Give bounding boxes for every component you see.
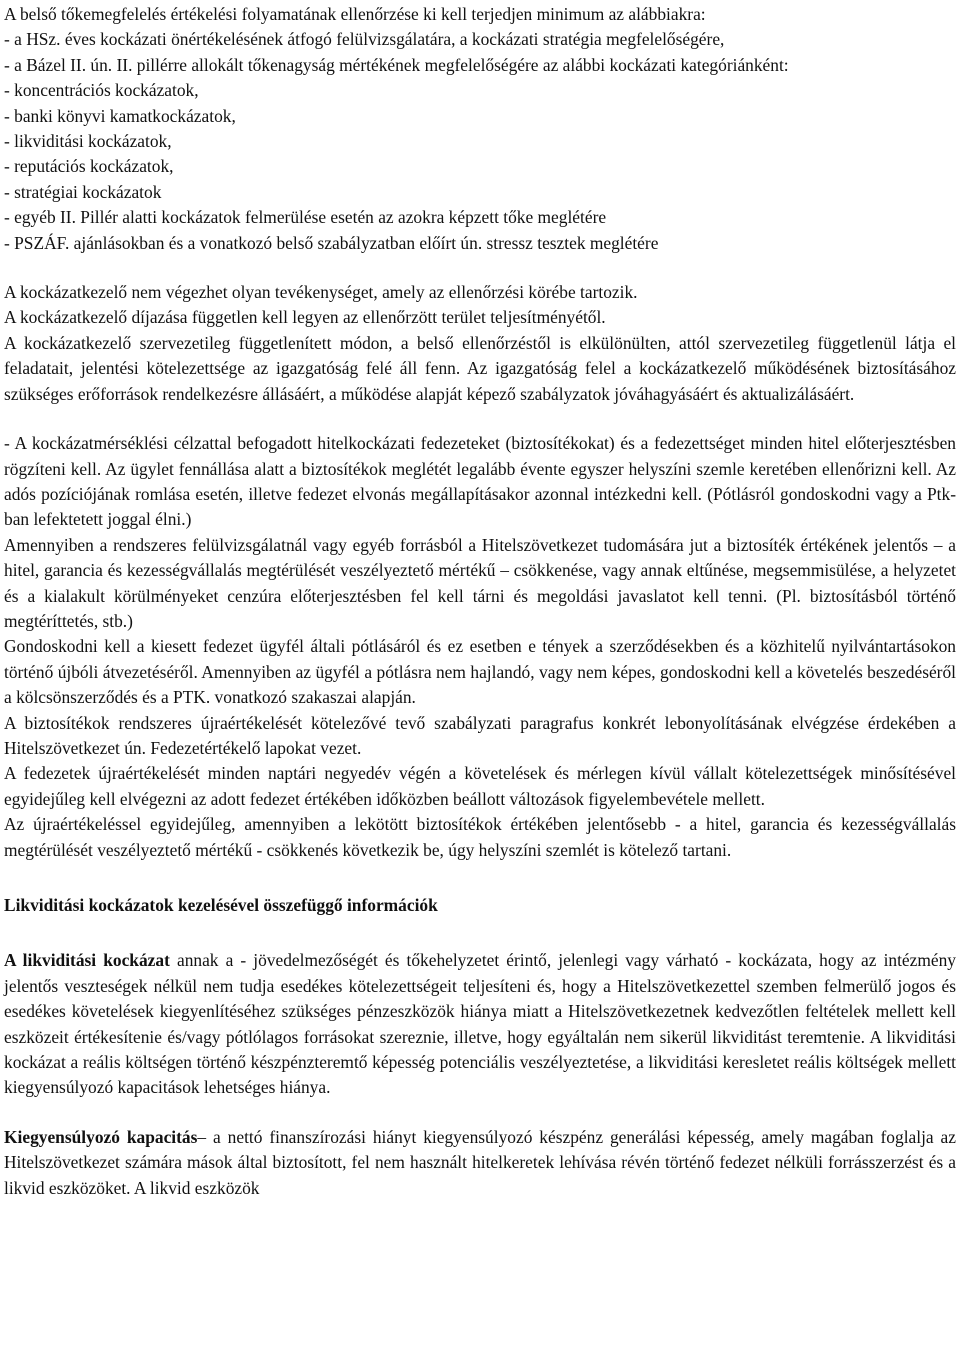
- spacer: [4, 918, 956, 948]
- intro-item: - PSZÁF. ajánlásokban és a vonatkozó belső szabályzatban előírt ún. stressz tesztek meglétére: [4, 232, 659, 253]
- collateral-paragraph: - A kockázatmérséklési célzattal befogadott hitelkockázati fedezeteket (biztosítékokat) és a fedezettséget minden hitel előterjesztésben rögzíteni kell. Az ügylet fennállása alatt a biztosítékok meglétét legalább évente egyszer helyszíni szemle keretében ellenőrizni kell. Az adós pozíciójának romlása esetén, illetve fedezet elvonás megállapításakor azonnal intézkedni kell. (Pótlásról gondoskodni vagy a Ptk-ban lefektetett joggal élni.): [4, 433, 956, 530]
- liquidity-risk-term: A likviditási kockázat: [4, 950, 170, 971]
- spacer: [4, 863, 956, 893]
- balancing-capacity-paragraph: [4, 1125, 956, 1201]
- liquidity-risk-paragraph: [4, 948, 956, 1100]
- spacer: [4, 256, 956, 280]
- section-heading: Likviditási kockázatok kezelésével összefüggő információk: [4, 895, 438, 915]
- intro-lead: A belső tőkemegfelelés értékelési folyamatának ellenőrzése ki kell terjedjen minimum az alábbiakra:: [4, 4, 706, 24]
- intro-list: [4, 27, 956, 256]
- spacer: [4, 1101, 956, 1125]
- collateral-paragraph: A biztosítékok rendszeres újraértékelését kötelezővé tevő szabályzati paragrafus konkrét lebonyolításának elvégzése érdekében a Hitelszövetkezet ún. Fedezetértékelő lapokat vezet.: [4, 712, 956, 758]
- intro-item: - banki könyvi kamatkockázatok,: [4, 105, 236, 126]
- intro-item: - likviditási kockázatok,: [4, 131, 172, 152]
- intro-item: - egyéb II. Pillér alatti kockázatok felmerülése esetén az azokra képzett tőke meglétére: [4, 207, 607, 228]
- spacer: [4, 407, 956, 431]
- collateral-paragraph: A fedezetek újraértékelését minden naptári negyedév végén a követelések és mérlegen kívül vállalt kötelezettségek minősítésével egyidejűleg kell elvégezni az adott fedezet értékében időközben beállott változások figyelembevétele mellett.: [4, 763, 956, 809]
- collateral-paragraph: Az újraértékeléssel egyidejűleg, amennyiben a lekötött biztosítékok értékében jelentősebb - a hitel, garancia és kezességvállalás megtérülését veszélyeztető mértékű - csökkenés következik be, úgy helyszíni szemlét is kötelező tartani.: [4, 814, 956, 860]
- risk-manager-paragraph: A kockázatkezelő díjazása független kell legyen az ellenőrzött terület teljesítményétől.: [4, 307, 606, 328]
- risk-manager-paragraph: A kockázatkezelő nem végezhet olyan tevékenységet, amely az ellenőrzési körébe tartozik.: [4, 282, 638, 303]
- intro-item: - a HSz. éves kockázati önértékelésének átfogó felülvizsgálatára, a kockázati stratégia megfelelőségére,: [4, 29, 725, 50]
- balancing-capacity-term: Kiegyensúlyozó kapacitás: [4, 1126, 198, 1147]
- intro-item: - koncentrációs kockázatok,: [4, 80, 199, 101]
- intro-item: - stratégiai kockázatok: [4, 181, 162, 202]
- document-page: [4, 2, 956, 1201]
- collateral-paragraph: Gondoskodni kell a kiesett fedezet ügyfél általi pótlásáról és ez esetben e tények a szerződésekben és a közhitelű nyilvántartásokon történő újbóli átvezetéséről. Amennyiben az ügyfél a pótlásra nem hajlandó, vagy nem képes, gondoskodni kell a követelés beszedéséről a kölcsönszerződés és a PTK. vonatkozó szakaszai alapján.: [4, 636, 956, 708]
- collateral-paragraph: Amennyiben a rendszeres felülvizsgálatnál vagy egyéb forrásból a Hitelszövetkezet tudomására jut a biztosíték értékének jelentős – a hitel, garancia és kezességvállalás megtérülését veszélyeztető mértékű – csökkenése, vagy annak eltűnése, megsemmisülése, a helyzetet és a kialakult körülményeket cenzúra előterjesztésben fel kell tárni és megoldási javaslatot kell tenni. (Pl. biztosításból történő megtéríttetés, stb.): [4, 534, 956, 631]
- intro-item: - reputációs kockázatok,: [4, 156, 174, 177]
- liquidity-risk-definition: annak a - jövedelmezőségét és tőkehelyzetet érintő, jelenlegi vagy várható - kockázata, hogy az intézmény jelentős veszteségek nélkül nem tudja esedékes kötelezettségeit teljesíteni és, hogy a Hitelszövetkezettel szemben felmerülő jogos és esedékes követelések kiegyenlítéséhez szükséges pénzeszközök hiánya miatt a Hitelszövetkezetnek kedvezőtlen feltételek mellett kell eszközeit értékesítenie és/vagy pótlólagos forrásokat szereznie, illetve, hogy egyáltalán nem sikerül likviditást teremtenie. A likviditási kockázat a reális költségen történő készpénzteremtő képesség potenciális veszélyeztetése, a likviditási keresletet reális költségek mellett kiegyensúlyozó kapacitások lehetséges hiánya.: [4, 950, 957, 1098]
- balancing-capacity-definition: – a nettó finanszírozási hiányt kiegyensúlyozó készpénz generálási képesség, amely magában foglalja az Hitelszövetkezet számára mások által biztosított, fel nem használt hitelkeretek lehívása révén történő fedezet nélküli forrásszerzést és a likvid eszközöket. A likvid eszközök: [4, 1126, 956, 1198]
- risk-manager-paragraph: A kockázatkezelő szervezetileg függetlenített módon, a belső ellenőrzéstől is elkülönülten, attól szervezetileg függetlenül látja el feladatait, jelentési kötelezettsége az igazgatóság felé áll fenn. Az igazgatóság felel a kockázatkezelő működésének biztosításához szükséges erőforrások rendelkezésre állásáért, a működése alapját képező szabályzatok jóváhagyásáért és aktualizálásáért.: [4, 332, 956, 404]
- intro-item: - a Bázel II. ún. II. pillérre allokált tőkenagyság mértékének megfelelőségére az alábbi kockázati kategóriánként:: [4, 54, 789, 75]
